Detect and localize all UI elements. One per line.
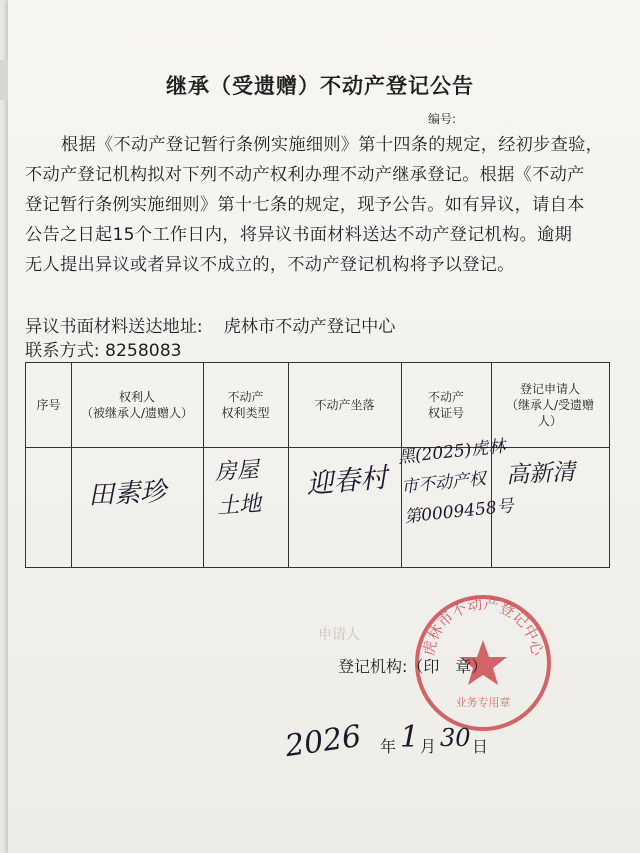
seal-text: 虎林市不动产登记中心 — [419, 594, 547, 658]
registrar-seal-label: 登记机构:（印 章） — [338, 657, 488, 676]
date-month-suffix: 月 — [420, 737, 437, 756]
body-paragraph — [25, 130, 625, 280]
date-day-suffix: 日 — [472, 737, 489, 756]
signing-date — [280, 710, 520, 770]
header-seq: 序号 — [36, 398, 61, 412]
cell-location: 迎春村 — [305, 462, 389, 501]
body-line-4: 公告之日起15个工作日内，将异议书面材料送达不动产登记机构。逾期 — [25, 225, 573, 245]
header-cert-number: 不动产 权证号 — [427, 390, 464, 420]
cell-cert-number: 黑(2025)虎林 市不动产权 第0009458号 — [397, 436, 515, 528]
cell-holder: 田素珍 — [87, 476, 167, 512]
body-line-5: 无人提出异议或者异议不成立的，不动产登记机构将予以登记。 — [25, 255, 515, 275]
body-line-1: 根据《不动产登记暂行条例实施细则》第十四条的规定，经初步查验， — [61, 135, 604, 155]
address-value: 虎林市不动产登记中心 — [223, 317, 396, 337]
seal-subtext: 业务专用章 — [455, 696, 511, 709]
date-day: 30 — [440, 724, 471, 752]
header-holder: 权利人 （被继承人/遗赠人） — [80, 390, 194, 420]
body-line-2: 不动产登记机构拟对下列不动产权利办理不动产继承登记。根据《不动产 — [25, 165, 585, 185]
contact-value: 8258083 — [105, 341, 182, 361]
address-label: 异议书面材料送达地址: — [25, 317, 203, 337]
objection-address — [25, 312, 396, 337]
date-year: 2026 — [282, 718, 364, 765]
property-table — [25, 362, 610, 568]
cell-applicant: 高新清 — [505, 459, 576, 489]
date-month: 1 — [400, 720, 420, 755]
contact-label: 联系方式: — [25, 341, 100, 361]
contact-info — [25, 336, 182, 361]
date-year-suffix: 年 — [380, 737, 397, 756]
header-right-type: 不动产 权利类型 — [221, 390, 270, 420]
faint-watermark-text: 申请人 — [318, 627, 360, 643]
document-title: 继承（受遗赠）不动产登记公告 — [166, 74, 474, 98]
header-applicant: 登记申请人 （继承人/受遗赠 人） — [505, 382, 595, 428]
header-location: 不动产坐落 — [314, 398, 375, 412]
cell-right-type: 房屋 土地 — [213, 457, 262, 520]
body-line-3: 登记暂行条例实施细则》第十七条的规定，现予公告。如有异议，请自本 — [25, 195, 585, 215]
doc-number-label: 编号: — [428, 112, 457, 126]
